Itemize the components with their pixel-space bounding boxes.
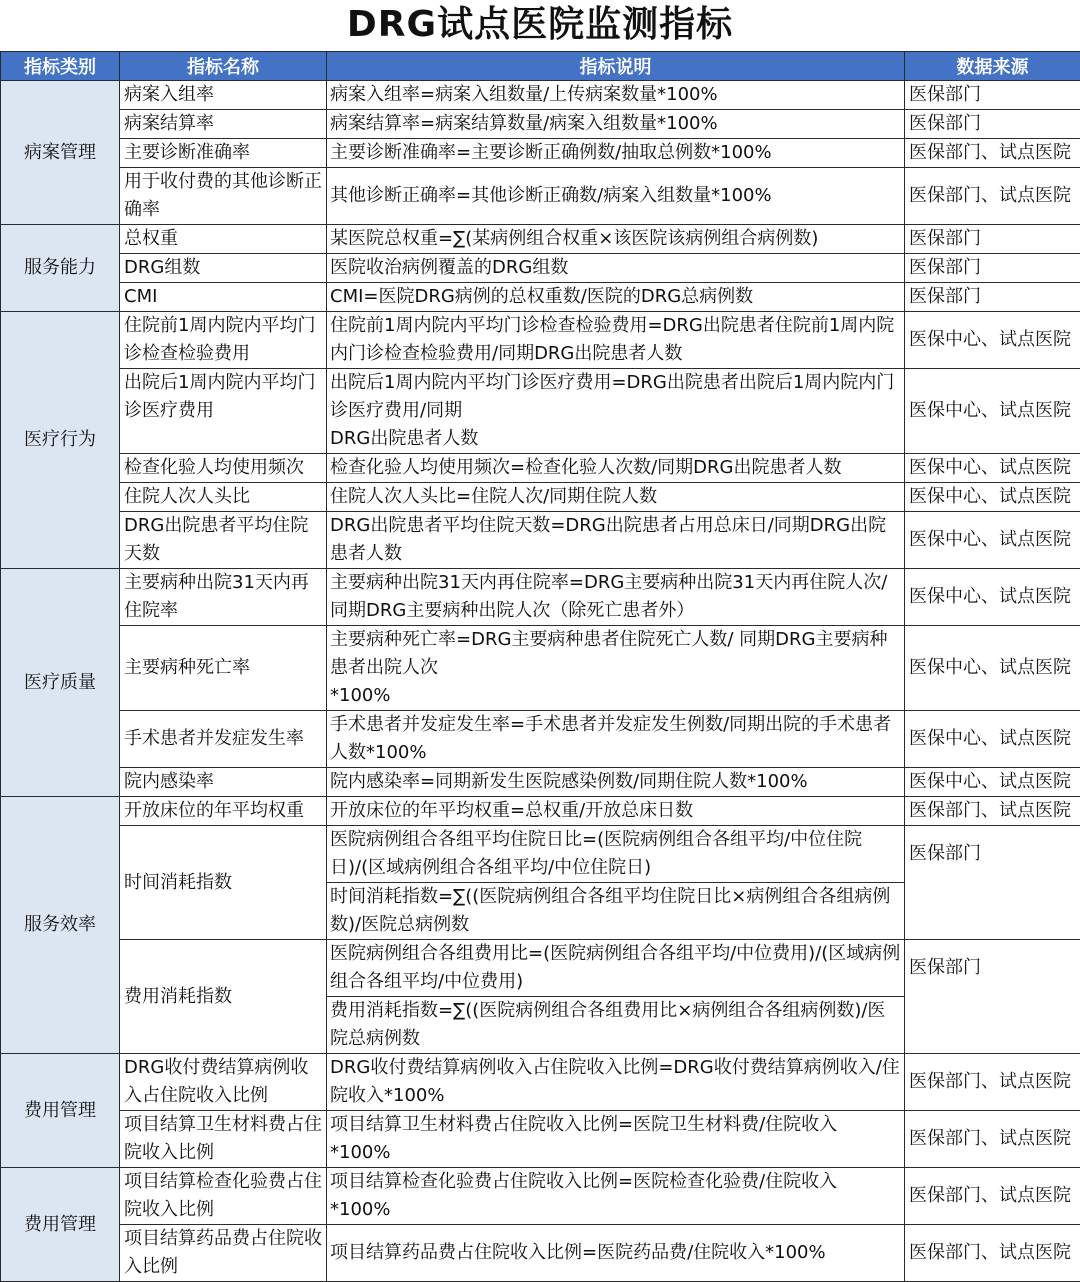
indicator-description (327, 626, 905, 711)
data-source: 医保中心、试点医院 (905, 454, 1080, 483)
data-source: 医保部门、试点医院 (905, 139, 1080, 168)
table-row (1, 283, 1080, 312)
indicator-description (327, 369, 905, 454)
category-cell: 费用管理 (1, 1168, 120, 1282)
description-line: 出院后1周内院内平均门诊医疗费用=DRG出院患者出院后1周内院内门诊医疗费用/同期 (330, 369, 901, 425)
header-name: 指标名称 (120, 52, 327, 81)
indicator-name: 项目结算检查化验费占住院收入比例 (120, 1168, 327, 1225)
indicator-description: 项目结算药品费占住院收入比例=医院药品费/住院收入*100% (327, 1225, 905, 1282)
table-header-row (1, 52, 1080, 81)
indicator-name: CMI (120, 283, 327, 312)
indicator-description (327, 1168, 905, 1225)
category-cell: 医疗行为 (1, 312, 120, 569)
indicator-description: 住院前1周内院内平均门诊检查检验费用=DRG出院患者住院前1周内院内门诊检查检验费用/同期DRG出院患者人数 (327, 312, 905, 369)
indicator-name: 费用消耗指数 (120, 940, 327, 1054)
indicator-name: 项目结算卫生材料费占住院收入比例 (120, 1111, 327, 1168)
indicator-name: DRG收付费结算病例收入占住院收入比例 (120, 1054, 327, 1111)
indicator-description: 主要病种出院31天内再住院率=DRG主要病种出院31天内再住院人次/同期DRG主要病种出院人次（除死亡患者外） (327, 569, 905, 626)
data-source: 医保中心、试点医院 (905, 369, 1080, 454)
description-line: *100% (330, 682, 901, 710)
indicator-description: 其他诊断正确率=其他诊断正确数/病案入组数量*100% (327, 168, 905, 225)
description-line: DRG出院患者人数 (330, 425, 901, 453)
data-source: 医保部门、试点医院 (905, 1054, 1080, 1111)
indicator-name: 住院前1周内院内平均门诊检查检验费用 (120, 312, 327, 369)
table-row (1, 81, 1080, 110)
description-line: *100% (330, 1196, 901, 1224)
data-source: 医保中心、试点医院 (905, 569, 1080, 626)
indicator-description: DRG收付费结算病例收入占住院收入比例=DRG收付费结算病例收入/住院收入*100% (327, 1054, 905, 1111)
table-row (1, 569, 1080, 626)
data-source: 医保部门 (905, 826, 1080, 883)
data-source: 医保部门、试点医院 (905, 1111, 1080, 1168)
data-source: 医保中心、试点医院 (905, 483, 1080, 512)
header-category: 指标类别 (1, 52, 120, 81)
data-source: 医保部门、试点医院 (905, 1225, 1080, 1282)
indicator-description: 病案入组率=病案入组数量/上传病案数量*100% (327, 81, 905, 110)
data-source: 医保中心、试点医院 (905, 312, 1080, 369)
description-line: 主要病种死亡率=DRG主要病种患者住院死亡人数/ 同期DRG主要病种患者出院人次 (330, 626, 901, 682)
indicator-name: 院内感染率 (120, 768, 327, 797)
table-row (1, 139, 1080, 168)
data-source-empty (905, 997, 1080, 1054)
indicator-name: 主要病种出院31天内再住院率 (120, 569, 327, 626)
indicator-name: 主要诊断准确率 (120, 139, 327, 168)
data-source: 医保部门 (905, 81, 1080, 110)
table-row (1, 1168, 1080, 1225)
data-source: 医保部门 (905, 225, 1080, 254)
table-row (1, 940, 1080, 997)
indicator-name: 手术患者并发症发生率 (120, 711, 327, 768)
page-title: DRG试点医院监测指标 (0, 0, 1080, 50)
indicator-name: 检查化验人均使用频次 (120, 454, 327, 483)
table-row (1, 225, 1080, 254)
indicator-name: 时间消耗指数 (120, 826, 327, 940)
indicator-description: 住院人次人头比=住院人次/同期住院人数 (327, 483, 905, 512)
data-source: 医保中心、试点医院 (905, 711, 1080, 768)
table-row (1, 110, 1080, 139)
indicator-name: 住院人次人头比 (120, 483, 327, 512)
category-cell: 费用管理 (1, 1054, 120, 1168)
indicator-name: 用于收付费的其他诊断正确率 (120, 168, 327, 225)
table-row (1, 1225, 1080, 1282)
data-source: 医保部门 (905, 110, 1080, 139)
table-row (1, 1054, 1080, 1111)
indicator-name: 出院后1周内院内平均门诊医疗费用 (120, 369, 327, 454)
indicator-description: 医院病例组合各组平均住院日比=(医院病例组合各组平均/中位住院日)/(区域病例组合各组平均/中位住院日) (327, 826, 905, 883)
indicator-description: 医院病例组合各组费用比=(医院病例组合各组平均/中位费用)/(区域病例组合各组平均/中位费用) (327, 940, 905, 997)
data-source: 医保部门、试点医院 (905, 1168, 1080, 1225)
table-row (1, 312, 1080, 369)
indicator-description: DRG出院患者平均住院天数=DRG出院患者占用总床日/同期DRG出院患者人数 (327, 512, 905, 569)
table-row (1, 483, 1080, 512)
table-row (1, 626, 1080, 711)
data-source: 医保部门 (905, 940, 1080, 997)
table-row (1, 369, 1080, 454)
indicator-name: 主要病种死亡率 (120, 626, 327, 711)
table-row (1, 454, 1080, 483)
category-cell: 服务能力 (1, 225, 120, 312)
data-source: 医保部门、试点医院 (905, 797, 1080, 826)
category-cell: 服务效率 (1, 797, 120, 1054)
indicator-name: 病案入组率 (120, 81, 327, 110)
table-row (1, 768, 1080, 797)
category-cell: 病案管理 (1, 81, 120, 225)
indicator-description: 主要诊断准确率=主要诊断正确例数/抽取总例数*100% (327, 139, 905, 168)
data-source: 医保中心、试点医院 (905, 626, 1080, 711)
indicator-description: 医院收治病例覆盖的DRG组数 (327, 254, 905, 283)
data-source-empty (905, 883, 1080, 940)
indicator-description: 费用消耗指数=∑((医院病例组合各组费用比×病例组合各组病例数)/医院总病例数 (327, 997, 905, 1054)
indicator-table (0, 51, 1080, 1282)
table-row (1, 826, 1080, 883)
table-row (1, 512, 1080, 569)
description-line: *100% (330, 1139, 901, 1167)
table-row (1, 1111, 1080, 1168)
data-source: 医保部门、试点医院 (905, 168, 1080, 225)
indicator-description: CMI=医院DRG病例的总权重数/医院的DRG总病例数 (327, 283, 905, 312)
data-source: 医保部门 (905, 254, 1080, 283)
indicator-description (327, 1111, 905, 1168)
indicator-description: 检查化验人均使用频次=检查化验人次数/同期DRG出院患者人数 (327, 454, 905, 483)
indicator-description: 时间消耗指数=∑((医院病例组合各组平均住院日比×病例组合各组病例数)/医院总病例数 (327, 883, 905, 940)
indicator-description: 院内感染率=同期新发生医院感染例数/同期住院人数*100% (327, 768, 905, 797)
indicator-description: 手术患者并发症发生率=手术患者并发症发生例数/同期出院的手术患者人数*100% (327, 711, 905, 768)
indicator-name: 总权重 (120, 225, 327, 254)
data-source: 医保部门 (905, 283, 1080, 312)
indicator-name: 项目结算药品费占住院收入比例 (120, 1225, 327, 1282)
table-row (1, 168, 1080, 225)
data-source: 医保中心、试点医院 (905, 768, 1080, 797)
indicator-description: 开放床位的年平均权重=总权重/开放总床日数 (327, 797, 905, 826)
indicator-name: 病案结算率 (120, 110, 327, 139)
table-row (1, 254, 1080, 283)
data-source: 医保中心、试点医院 (905, 512, 1080, 569)
table-row (1, 797, 1080, 826)
category-cell: 医疗质量 (1, 569, 120, 797)
header-description: 指标说明 (327, 52, 905, 81)
indicator-name: DRG出院患者平均住院天数 (120, 512, 327, 569)
indicator-description: 某医院总权重=∑(某病例组合权重×该医院该病例组合病例数) (327, 225, 905, 254)
description-line: 项目结算卫生材料费占住院收入比例=医院卫生材料费/住院收入 (330, 1111, 901, 1139)
indicator-name: 开放床位的年平均权重 (120, 797, 327, 826)
indicator-description: 病案结算率=病案结算数量/病案入组数量*100% (327, 110, 905, 139)
indicator-name: DRG组数 (120, 254, 327, 283)
table-row (1, 711, 1080, 768)
header-source: 数据来源 (905, 52, 1080, 81)
description-line: 项目结算检查化验费占住院收入比例=医院检查化验费/住院收入 (330, 1168, 901, 1196)
